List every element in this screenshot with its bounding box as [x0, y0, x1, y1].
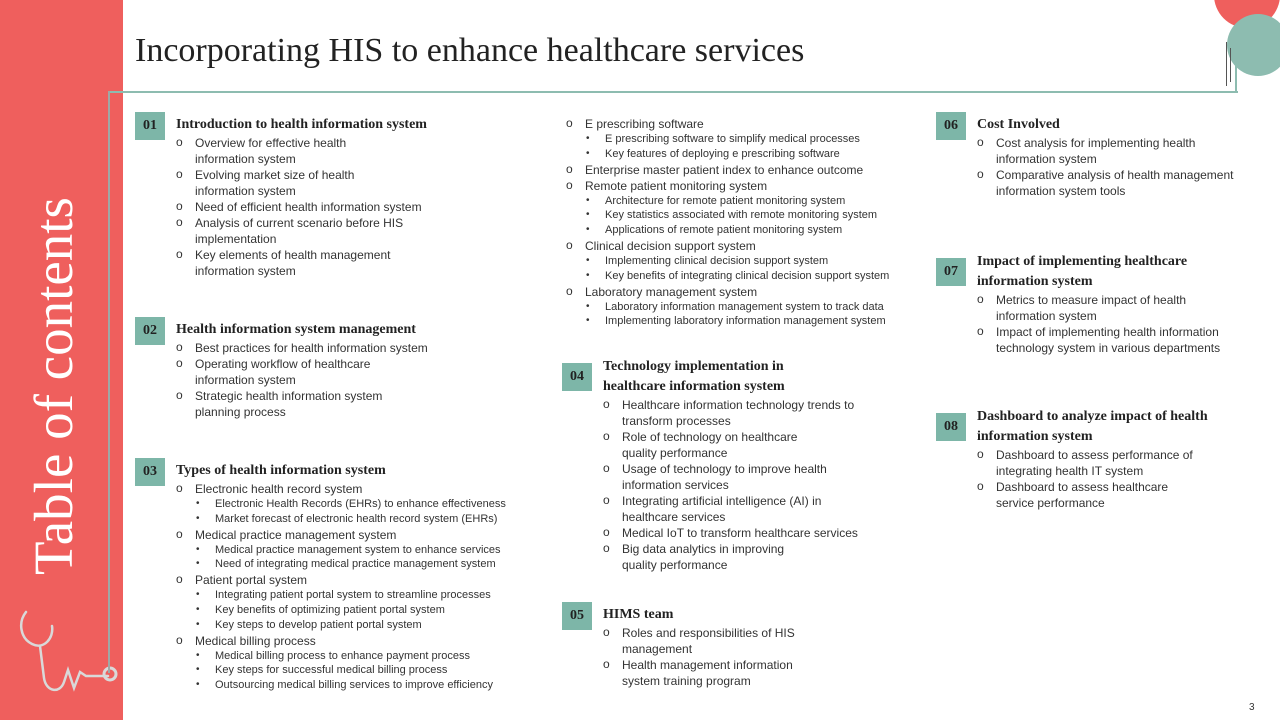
section-title: Types of health information system — [176, 463, 386, 478]
sub-list-item: • Medical practice management system to enhance services — [176, 543, 556, 558]
list-item: o Medical IoT to transform healthcare services — [603, 525, 893, 541]
list-item: o Operating workflow of healthcare information system — [176, 356, 401, 388]
list-item: o Cost analysis for implementing health information system — [977, 135, 1237, 167]
sub-list-item: • Electronic Health Records (EHRs) to enhance effectiveness — [176, 497, 556, 512]
list-item: o Integrating artificial intelligence (AI) in healthcare services — [603, 493, 853, 525]
sub-list-item: • Medical billing process to enhance payment process — [176, 649, 556, 664]
list-item: o Clinical decision support system — [566, 238, 936, 254]
list-item: o Dashboard to assess healthcare service performance — [977, 479, 1197, 511]
list-item: o Evolving market size of health information system — [176, 167, 386, 199]
sub-list-item: • Market forecast of electronic health record system (EHRs) — [176, 512, 556, 527]
section-item-list — [603, 625, 853, 689]
sub-list-item: • Need of integrating medical practice management system — [176, 557, 556, 572]
sub-list-item: • Applications of remote patient monitoring system — [566, 223, 936, 238]
section-item-list — [176, 135, 466, 279]
list-item: o Remote patient monitoring system — [566, 178, 936, 194]
sub-list-item: • Integrating patient portal system to streamline processes — [176, 588, 556, 603]
frame-top-line — [108, 91, 1238, 93]
list-item: o Big data analytics in improving quality performance — [603, 541, 818, 573]
section-title: Introduction to health information system — [176, 117, 427, 132]
frame-left-line — [108, 91, 110, 673]
section-title: Impact of implementing healthcare information system — [977, 254, 1188, 289]
decorative-line — [1230, 48, 1231, 82]
sidebar — [0, 0, 123, 720]
sub-list-item: • Key features of deploying e prescribing software — [566, 147, 936, 162]
list-item: o Medical practice management system — [176, 527, 556, 543]
list-item: o Comparative analysis of health management information system tools — [977, 167, 1237, 199]
list-item: o Usage of technology to improve health information services — [603, 461, 863, 493]
list-item: o Roles and responsibilities of HIS management — [603, 625, 803, 657]
list-item: o Impact of implementing health information technology system in various departments — [977, 324, 1257, 356]
section-item-list — [977, 292, 1257, 356]
sidebar-title: Table of contents — [23, 197, 84, 575]
sub-list-item: • Outsourcing medical billing services to improve efficiency — [176, 678, 556, 693]
section-number: 01 — [135, 112, 165, 140]
list-item: o Best practices for health information system — [176, 340, 476, 356]
sub-list-item: • Key benefits of optimizing patient portal system — [176, 603, 556, 618]
list-item: o Healthcare information technology trends to transform processes — [603, 397, 888, 429]
list-item: o Analysis of current scenario before HIS implementation — [176, 215, 406, 247]
sub-list-item: • Implementing laboratory information management system — [566, 314, 936, 329]
section-item-list — [566, 116, 936, 329]
section-number: 03 — [135, 458, 165, 486]
list-item: o Patient portal system — [176, 572, 556, 588]
section-item-list — [176, 481, 556, 693]
section-title: HIMS team — [603, 607, 674, 622]
list-item: o Key elements of health management information system — [176, 247, 416, 279]
section-item-list — [977, 135, 1247, 199]
list-item: o Need of efficient health information system — [176, 199, 466, 215]
list-item: o Dashboard to assess performance of integrating health IT system — [977, 447, 1217, 479]
list-item: o E prescribing software — [566, 116, 936, 132]
sub-list-item: • Key benefits of integrating clinical decision support system — [566, 269, 936, 284]
sub-list-item: • Architecture for remote patient monitoring system — [566, 194, 936, 209]
list-item: o Electronic health record system — [176, 481, 556, 497]
page-number: 3 — [1249, 702, 1255, 713]
list-item: o Medical billing process — [176, 633, 556, 649]
sub-list-item: • Laboratory information management system to track data — [566, 300, 936, 315]
sub-list-item: • E prescribing software to simplify medical processes — [566, 132, 936, 147]
page-title: Incorporating HIS to enhance healthcare services — [135, 32, 805, 69]
section-number: 07 — [936, 258, 966, 286]
sub-list-item: • Key steps to develop patient portal system — [176, 618, 556, 633]
section-item-list — [603, 397, 893, 573]
section-number: 02 — [135, 317, 165, 345]
section-number: 04 — [562, 363, 592, 391]
decorative-line — [1226, 42, 1227, 86]
section-number: 06 — [936, 112, 966, 140]
list-item: o Laboratory management system — [566, 284, 936, 300]
list-item: o Health management information system training program — [603, 657, 823, 689]
sub-list-item: • Implementing clinical decision support system — [566, 254, 936, 269]
section-number: 08 — [936, 413, 966, 441]
list-item: o Overview for effective health information system — [176, 135, 386, 167]
list-item: o Strategic health information system planning process — [176, 388, 401, 420]
section-title: Cost Involved — [977, 117, 1060, 132]
sub-list-item: • Key steps for successful medical billing process — [176, 663, 556, 678]
sub-list-item: • Key statistics associated with remote monitoring system — [566, 208, 936, 223]
frame-right-line — [1235, 42, 1237, 93]
section-title: Technology implementation in healthcare information system — [603, 359, 785, 394]
section-03-continued — [566, 116, 936, 329]
section-title: Health information system management — [176, 322, 416, 337]
section-item-list — [977, 447, 1257, 511]
list-item: o Role of technology on healthcare quality performance — [603, 429, 818, 461]
list-item: o Metrics to measure impact of health information system — [977, 292, 1222, 324]
section-title: Dashboard to analyze impact of health information system — [977, 409, 1208, 444]
section-item-list — [176, 340, 476, 420]
list-item: o Enterprise master patient index to enhance outcome — [566, 162, 936, 178]
section-number: 05 — [562, 602, 592, 630]
